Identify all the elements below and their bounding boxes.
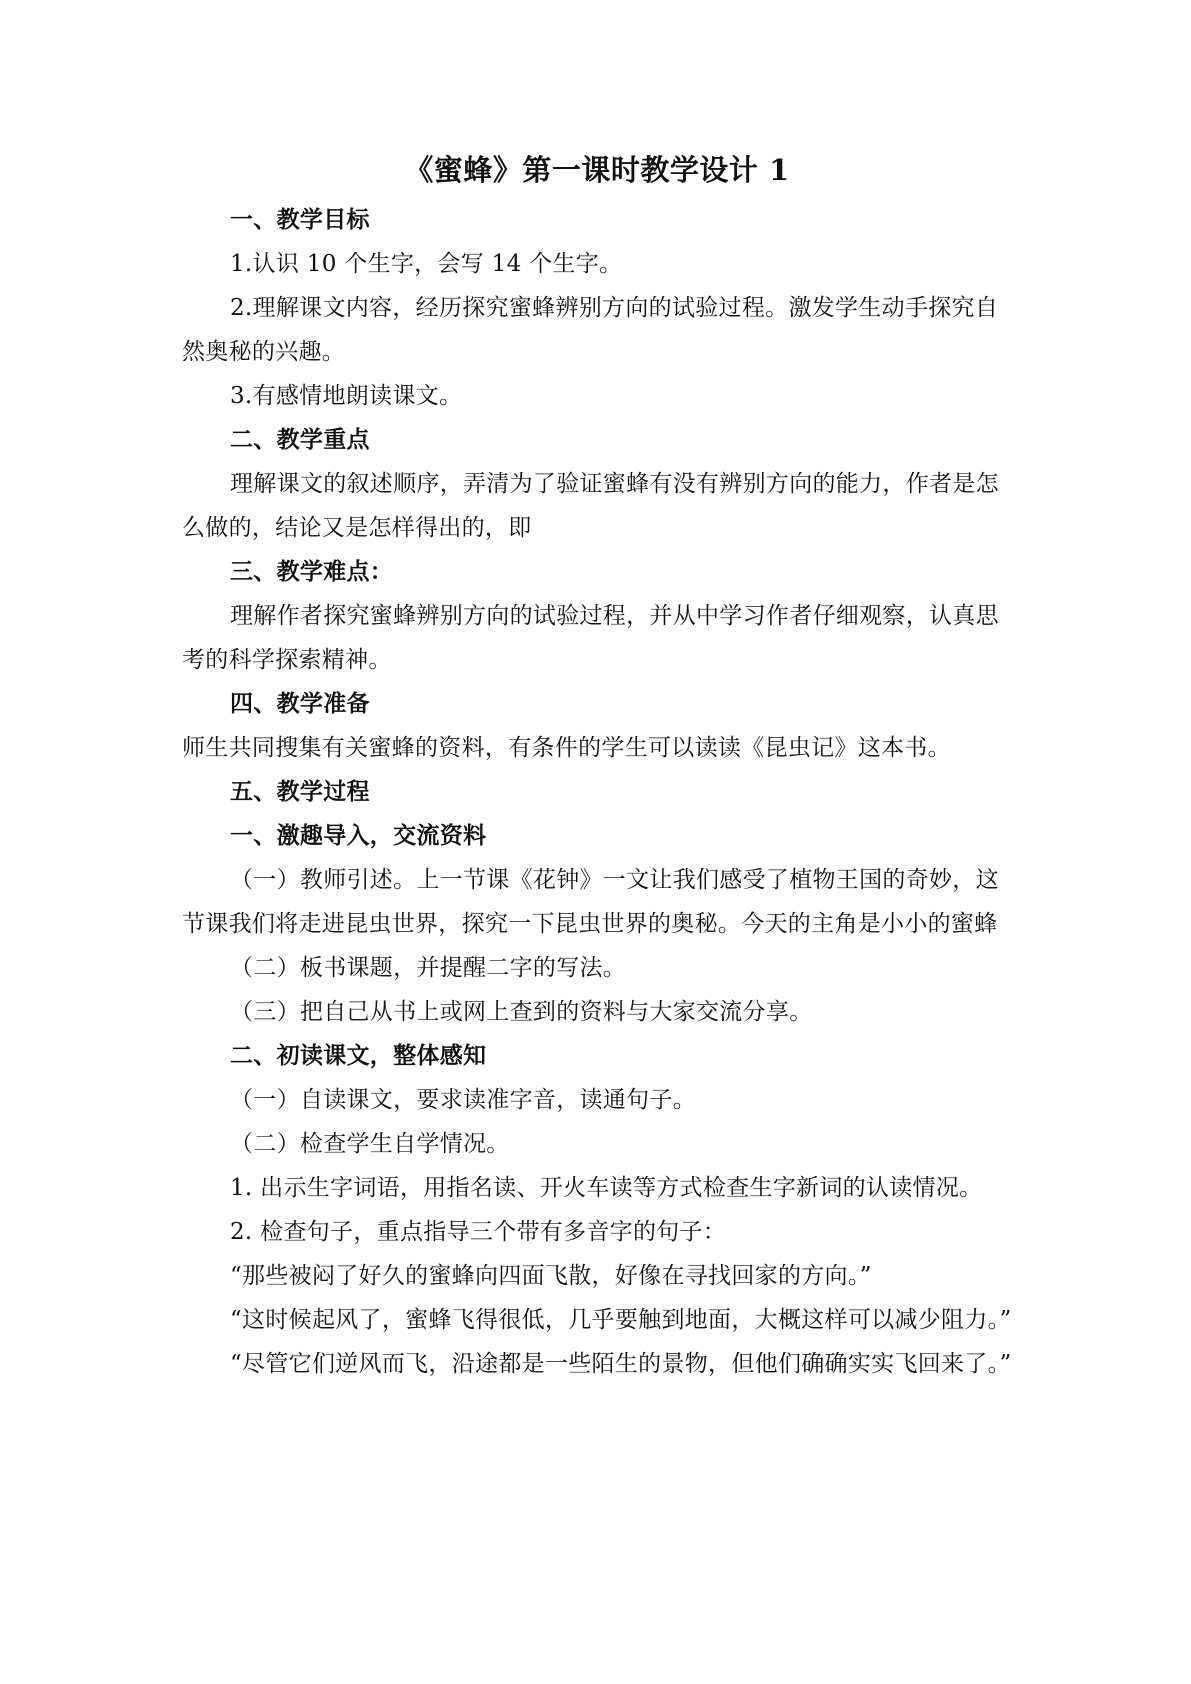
section-heading: 四、教学准备 <box>230 690 370 717</box>
paragraph: 理解课文的叙述顺序，弄清为了验证蜜蜂有没有辨别方向的能力，作者是怎么做的，结论又是怎样得出的，即 <box>182 471 999 541</box>
paragraph: 1.认识 10 个生字，会写 14 个生字。 <box>230 251 623 277</box>
paragraph: 师生共同搜集有关蜜蜂的资料，有条件的学生可以读读《昆虫记》这本书。 <box>182 735 951 761</box>
paragraph: 2.理解课文内容，经历探究蜜蜂辨别方向的试验过程。激发学生动手探究自然奥秘的兴趣。 <box>182 295 999 365</box>
quote-paragraph: “这时候起风了，蜜蜂飞得很低，几乎要触到地面，大概这样可以减少阻力。” <box>230 1307 1012 1333</box>
quote-paragraph: “那些被闷了好久的蜜蜂向四面飞散，好像在寻找回家的方向。” <box>230 1263 872 1289</box>
paragraph: （三）把自己从书上或网上查到的资料与大家交流分享。 <box>230 999 813 1025</box>
subsection-heading: 二、初读课文，整体感知 <box>230 1042 487 1069</box>
paragraph: （一）自读课文，要求读准字音，读通句子。 <box>230 1087 696 1113</box>
document-body <box>182 150 1012 1386</box>
subsection-heading: 一、激趣导入，交流资料 <box>230 822 487 849</box>
document-title: 《蜜蜂》第一课时教学设计 1 <box>404 153 790 187</box>
paragraph: 2. 检查句子，重点指导三个带有多音字的句子： <box>230 1219 727 1245</box>
paragraph: （二）板书课题，并提醒二字的写法。 <box>230 955 627 981</box>
section-heading: 三、教学难点： <box>230 558 394 585</box>
paragraph: 理解作者探究蜜蜂辨别方向的试验过程，并从中学习作者仔细观察，认真思考的科学探索精神。 <box>182 603 999 673</box>
section-heading: 五、教学过程 <box>230 778 370 805</box>
paragraph: （一）教师引述。上一节课《花钟》一文让我们感受了植物王国的奇妙，这节课我们将走进昆虫世界，探究一下昆虫世界的奥秘。今天的主角是小小的蜜蜂 <box>182 867 999 937</box>
paragraph: （二）检查学生自学情况。 <box>230 1131 510 1157</box>
paragraph: 3.有感情地朗读课文。 <box>230 383 463 409</box>
section-heading: 二、教学重点 <box>230 426 370 453</box>
paragraph: 1. 出示生字词语，用指名读、开火车读等方式检查生字新词的认读情况。 <box>230 1175 983 1201</box>
section-heading: 一、教学目标 <box>230 206 370 233</box>
quote-paragraph: “尽管它们逆风而飞，沿途都是一些陌生的景物，但他们确确实实飞回来了。” <box>230 1351 1012 1377</box>
